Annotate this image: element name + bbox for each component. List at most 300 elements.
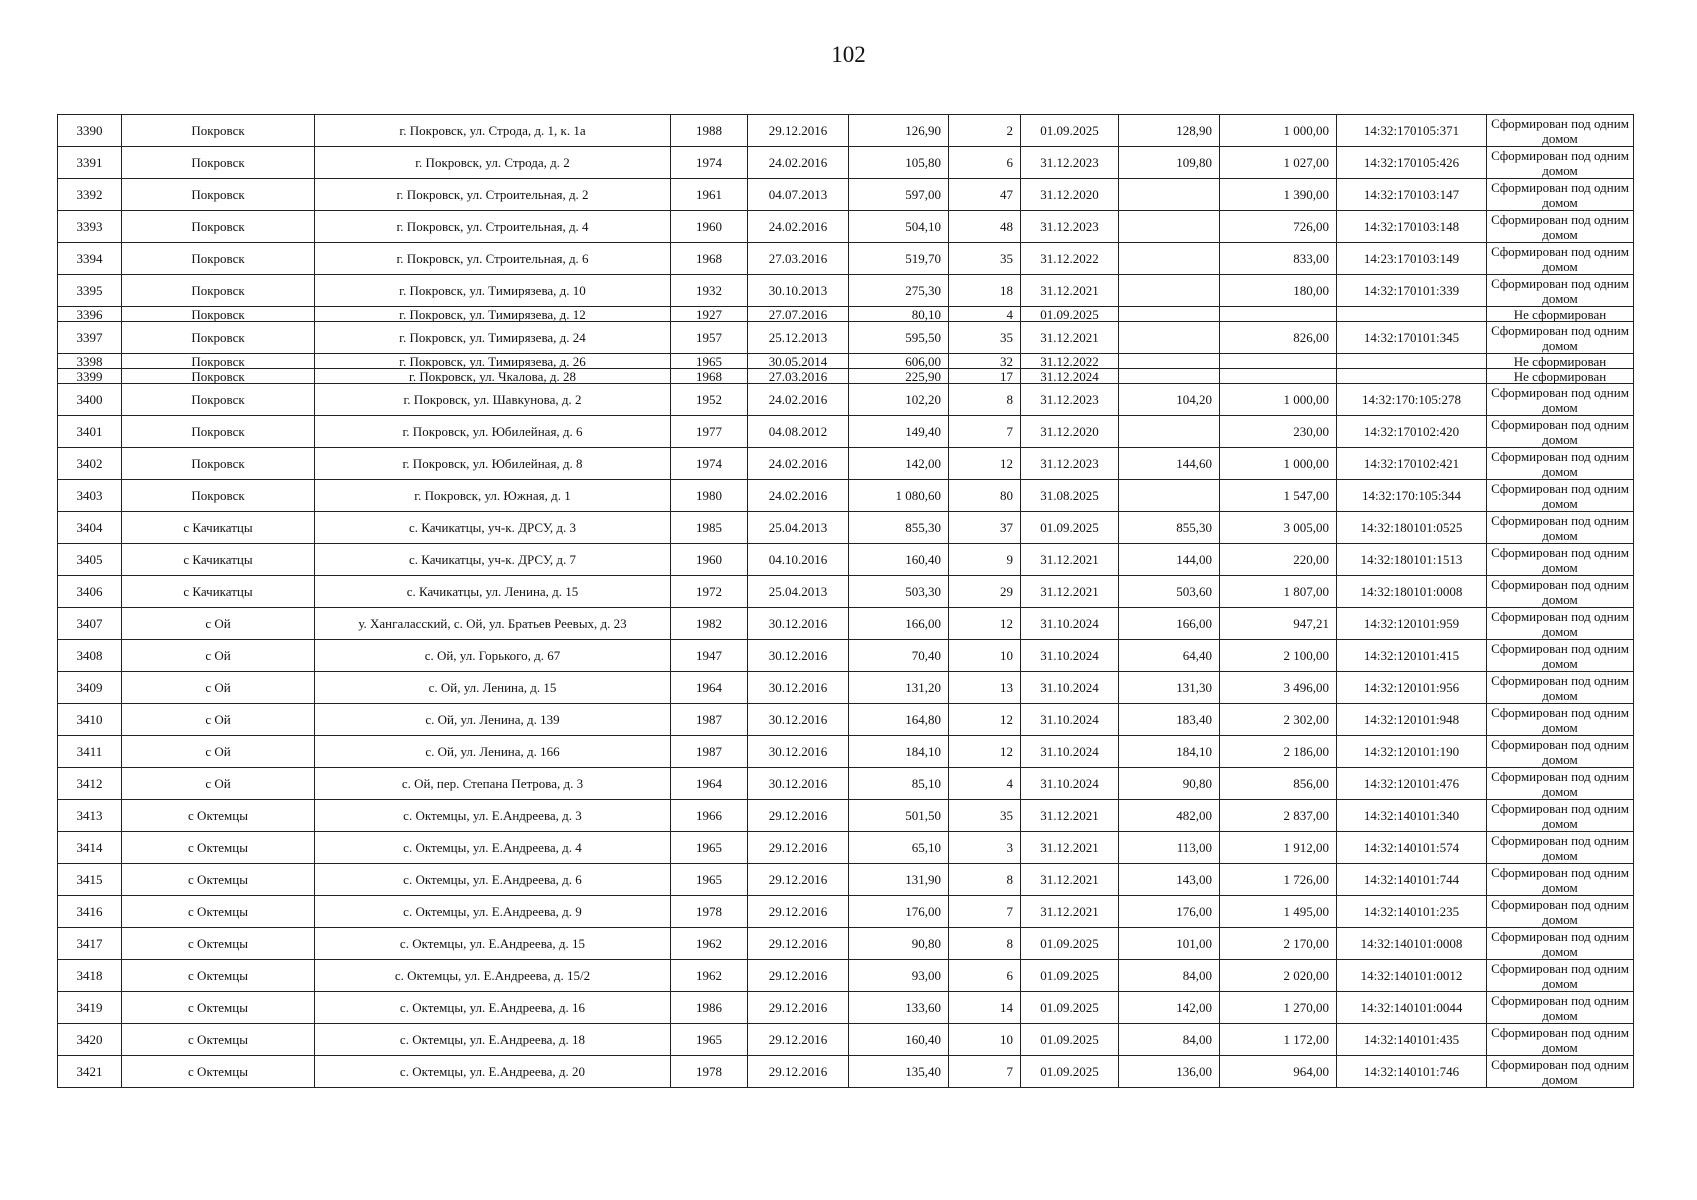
table-row: [58, 960, 1634, 992]
cell-settlement: Покровск: [122, 354, 315, 369]
cell-count: 35: [949, 800, 1021, 832]
cell-area: 93,00: [849, 960, 949, 992]
cell-cadastral-number: 14:32:140101:0008: [1337, 928, 1487, 960]
cell-settlement: с Октемцы: [122, 1056, 315, 1088]
cell-land-area: 3 496,00: [1220, 672, 1337, 704]
cell-land-area: 833,00: [1220, 243, 1337, 275]
cell-row-number: 3393: [58, 211, 122, 243]
cell-settlement: Покровск: [122, 147, 315, 179]
cell-row-number: 3405: [58, 544, 122, 576]
cell-land-area: 726,00: [1220, 211, 1337, 243]
cell-date: 24.02.2016: [748, 384, 849, 416]
cell-row-number: 3421: [58, 1056, 122, 1088]
cell-address: г. Покровск, ул. Тимирязева, д. 24: [315, 322, 671, 354]
cell-date: 04.08.2012: [748, 416, 849, 448]
cell-land-status: Сформирован под одним домом: [1487, 243, 1634, 275]
cell-date: 27.03.2016: [748, 243, 849, 275]
cell-date: 29.12.2016: [748, 960, 849, 992]
cell-address: с. Ой, ул. Ленина, д. 166: [315, 736, 671, 768]
cell-count: 14: [949, 992, 1021, 1024]
cell-date: 24.02.2016: [748, 448, 849, 480]
cell-land-area: 1 027,00: [1220, 147, 1337, 179]
cell-date: 30.12.2016: [748, 640, 849, 672]
cell-deadline-date: 31.12.2021: [1021, 544, 1119, 576]
cell-row-number: 3411: [58, 736, 122, 768]
cell-cadastral-number: 14:32:140101:435: [1337, 1024, 1487, 1056]
cell-land-status: Сформирован под одним домом: [1487, 800, 1634, 832]
cell-address: г. Покровск, ул. Шавкунова, д. 2: [315, 384, 671, 416]
cell-count: 18: [949, 275, 1021, 307]
cell-area: 855,30: [849, 512, 949, 544]
cell-land-status: Сформирован под одним домом: [1487, 608, 1634, 640]
cell-count: 37: [949, 512, 1021, 544]
cell-land-area: 1 390,00: [1220, 179, 1337, 211]
cell-date: 30.12.2016: [748, 608, 849, 640]
cell-address: с. Октемцы, ул. Е.Андреева, д. 9: [315, 896, 671, 928]
table-row: [58, 608, 1634, 640]
housing-registry-table: [57, 114, 1634, 1088]
cell-count: 12: [949, 736, 1021, 768]
cell-row-number: 3392: [58, 179, 122, 211]
cell-land-status: Не сформирован: [1487, 354, 1634, 369]
cell-land-status: Сформирован под одним домом: [1487, 211, 1634, 243]
table-row: [58, 275, 1634, 307]
cell-land-status: Сформирован под одним домом: [1487, 864, 1634, 896]
cell-land-area: 826,00: [1220, 322, 1337, 354]
cell-build-year: 1961: [671, 179, 748, 211]
cell-settlement: с Октемцы: [122, 896, 315, 928]
cell-cadastral-number: 14:32:170101:345: [1337, 322, 1487, 354]
cell-count: 6: [949, 960, 1021, 992]
cell-row-number: 3394: [58, 243, 122, 275]
cell-land-status: Сформирован под одним домом: [1487, 179, 1634, 211]
cell-cadastral-number: 14:32:170:105:344: [1337, 480, 1487, 512]
cell-settlement: с Октемцы: [122, 928, 315, 960]
cell-area: 501,50: [849, 800, 949, 832]
cell-area-2: 143,00: [1119, 864, 1220, 896]
cell-land-status: Сформирован под одним домом: [1487, 1024, 1634, 1056]
cell-settlement: Покровск: [122, 384, 315, 416]
cell-row-number: 3412: [58, 768, 122, 800]
cell-address: с. Ой, ул. Горького, д. 67: [315, 640, 671, 672]
cell-settlement: с Ой: [122, 768, 315, 800]
cell-address: с. Качикатцы, уч-к. ДРСУ, д. 3: [315, 512, 671, 544]
cell-land-area: [1220, 369, 1337, 384]
cell-address: с. Октемцы, ул. Е.Андреева, д. 15: [315, 928, 671, 960]
cell-address: с. Качикатцы, уч-к. ДРСУ, д. 7: [315, 544, 671, 576]
cell-cadastral-number: 14:32:180101:1513: [1337, 544, 1487, 576]
cell-area: 131,20: [849, 672, 949, 704]
cell-land-status: Сформирован под одним домом: [1487, 1056, 1634, 1088]
cell-count: 7: [949, 896, 1021, 928]
table-row: [58, 369, 1634, 384]
cell-area-2: 176,00: [1119, 896, 1220, 928]
table-row: [58, 992, 1634, 1024]
cell-cadastral-number: 14:32:170103:147: [1337, 179, 1487, 211]
cell-build-year: 1988: [671, 115, 748, 147]
cell-deadline-date: 31.12.2021: [1021, 275, 1119, 307]
cell-land-status: Сформирован под одним домом: [1487, 768, 1634, 800]
cell-land-area: [1220, 354, 1337, 369]
cell-settlement: с Октемцы: [122, 1024, 315, 1056]
cell-land-area: 856,00: [1220, 768, 1337, 800]
cell-row-number: 3410: [58, 704, 122, 736]
cell-row-number: 3409: [58, 672, 122, 704]
cell-area-2: 64,40: [1119, 640, 1220, 672]
cell-deadline-date: 31.12.2021: [1021, 896, 1119, 928]
cell-land-status: Сформирован под одним домом: [1487, 147, 1634, 179]
table-row: [58, 800, 1634, 832]
cell-row-number: 3402: [58, 448, 122, 480]
cell-build-year: 1977: [671, 416, 748, 448]
cell-land-area: 1 270,00: [1220, 992, 1337, 1024]
cell-deadline-date: 31.12.2020: [1021, 416, 1119, 448]
cell-deadline-date: 31.12.2020: [1021, 179, 1119, 211]
cell-deadline-date: 31.12.2023: [1021, 448, 1119, 480]
table-row: [58, 147, 1634, 179]
cell-row-number: 3396: [58, 307, 122, 322]
cell-settlement: с Октемцы: [122, 832, 315, 864]
table-row: [58, 307, 1634, 322]
cell-build-year: 1985: [671, 512, 748, 544]
table-row: [58, 544, 1634, 576]
cell-area: 164,80: [849, 704, 949, 736]
cell-count: 8: [949, 928, 1021, 960]
cell-date: 25.12.2013: [748, 322, 849, 354]
cell-count: 35: [949, 322, 1021, 354]
cell-address: г. Покровск, ул. Строительная, д. 4: [315, 211, 671, 243]
cell-build-year: 1966: [671, 800, 748, 832]
cell-deadline-date: 01.09.2025: [1021, 928, 1119, 960]
cell-address: г. Покровск, ул. Строда, д. 2: [315, 147, 671, 179]
cell-settlement: с Ой: [122, 608, 315, 640]
cell-count: 9: [949, 544, 1021, 576]
cell-land-area: 2 100,00: [1220, 640, 1337, 672]
cell-deadline-date: 01.09.2025: [1021, 992, 1119, 1024]
cell-area: 184,10: [849, 736, 949, 768]
cell-address: г. Покровск, ул. Тимирязева, д. 26: [315, 354, 671, 369]
cell-area: 275,30: [849, 275, 949, 307]
cell-address: с. Ой, пер. Степана Петрова, д. 3: [315, 768, 671, 800]
cell-area-2: [1119, 307, 1220, 322]
cell-area: 80,10: [849, 307, 949, 322]
cell-row-number: 3417: [58, 928, 122, 960]
cell-count: 12: [949, 608, 1021, 640]
cell-address: г. Покровск, ул. Юбилейная, д. 8: [315, 448, 671, 480]
cell-count: 12: [949, 448, 1021, 480]
cell-land-area: 1 000,00: [1220, 384, 1337, 416]
table-row: [58, 384, 1634, 416]
table-row: [58, 704, 1634, 736]
cell-settlement: с Ой: [122, 736, 315, 768]
cell-land-area: 230,00: [1220, 416, 1337, 448]
cell-land-area: 1 912,00: [1220, 832, 1337, 864]
cell-land-status: Сформирован под одним домом: [1487, 512, 1634, 544]
cell-land-area: 2 302,00: [1220, 704, 1337, 736]
cell-land-status: Сформирован под одним домом: [1487, 672, 1634, 704]
cell-land-status: Сформирован под одним домом: [1487, 896, 1634, 928]
cell-area-2: [1119, 275, 1220, 307]
cell-date: 29.12.2016: [748, 896, 849, 928]
cell-area: 131,90: [849, 864, 949, 896]
cell-address: с. Октемцы, ул. Е.Андреева, д. 18: [315, 1024, 671, 1056]
cell-settlement: с Ой: [122, 704, 315, 736]
cell-area-2: 166,00: [1119, 608, 1220, 640]
cell-count: 13: [949, 672, 1021, 704]
table-row: [58, 864, 1634, 896]
cell-count: 10: [949, 1024, 1021, 1056]
cell-row-number: 3408: [58, 640, 122, 672]
cell-count: 4: [949, 768, 1021, 800]
cell-area-2: [1119, 369, 1220, 384]
cell-build-year: 1964: [671, 768, 748, 800]
cell-land-status: Сформирован под одним домом: [1487, 416, 1634, 448]
cell-row-number: 3404: [58, 512, 122, 544]
cell-area-2: [1119, 243, 1220, 275]
cell-cadastral-number: 14:32:140101:744: [1337, 864, 1487, 896]
cell-count: 6: [949, 147, 1021, 179]
cell-count: 29: [949, 576, 1021, 608]
cell-deadline-date: 31.10.2024: [1021, 768, 1119, 800]
cell-area: 160,40: [849, 544, 949, 576]
cell-cadastral-number: 14:23:170103:149: [1337, 243, 1487, 275]
cell-row-number: 3406: [58, 576, 122, 608]
cell-date: 04.10.2016: [748, 544, 849, 576]
table-row: [58, 416, 1634, 448]
cell-land-area: 3 005,00: [1220, 512, 1337, 544]
cell-count: 48: [949, 211, 1021, 243]
cell-area-2: 855,30: [1119, 512, 1220, 544]
cell-area: 595,50: [849, 322, 949, 354]
cell-settlement: Покровск: [122, 369, 315, 384]
cell-area-2: [1119, 211, 1220, 243]
cell-land-area: 1 807,00: [1220, 576, 1337, 608]
cell-land-status: Сформирован под одним домом: [1487, 384, 1634, 416]
cell-build-year: 1927: [671, 307, 748, 322]
cell-area: 142,00: [849, 448, 949, 480]
cell-date: 24.02.2016: [748, 211, 849, 243]
cell-row-number: 3400: [58, 384, 122, 416]
cell-build-year: 1972: [671, 576, 748, 608]
cell-land-status: Сформирован под одним домом: [1487, 480, 1634, 512]
cell-deadline-date: 31.10.2024: [1021, 640, 1119, 672]
cell-land-status: Сформирован под одним домом: [1487, 275, 1634, 307]
cell-settlement: Покровск: [122, 480, 315, 512]
cell-land-area: [1220, 307, 1337, 322]
cell-build-year: 1968: [671, 369, 748, 384]
cell-area-2: 136,00: [1119, 1056, 1220, 1088]
table-row: [58, 243, 1634, 275]
cell-cadastral-number: 14:32:120101:948: [1337, 704, 1487, 736]
cell-area: 149,40: [849, 416, 949, 448]
cell-settlement: Покровск: [122, 179, 315, 211]
cell-count: 80: [949, 480, 1021, 512]
cell-land-area: 1 726,00: [1220, 864, 1337, 896]
cell-cadastral-number: 14:32:170:105:278: [1337, 384, 1487, 416]
table-row: [58, 512, 1634, 544]
cell-address: у. Хангаласский, с. Ой, ул. Братьев Реевых, д. 23: [315, 608, 671, 640]
cell-area-2: 144,00: [1119, 544, 1220, 576]
cell-land-status: Сформирован под одним домом: [1487, 322, 1634, 354]
cell-settlement: с Ой: [122, 672, 315, 704]
cell-deadline-date: 31.12.2021: [1021, 800, 1119, 832]
cell-date: 27.03.2016: [748, 369, 849, 384]
cell-date: 29.12.2016: [748, 864, 849, 896]
cell-land-area: 1 000,00: [1220, 448, 1337, 480]
cell-land-status: Сформирован под одним домом: [1487, 544, 1634, 576]
cell-area: 65,10: [849, 832, 949, 864]
cell-count: 35: [949, 243, 1021, 275]
cell-cadastral-number: 14:32:170102:421: [1337, 448, 1487, 480]
cell-area-2: 183,40: [1119, 704, 1220, 736]
cell-build-year: 1964: [671, 672, 748, 704]
cell-row-number: 3416: [58, 896, 122, 928]
cell-area-2: 109,80: [1119, 147, 1220, 179]
cell-land-area: 2 186,00: [1220, 736, 1337, 768]
cell-address: с. Октемцы, ул. Е.Андреева, д. 20: [315, 1056, 671, 1088]
cell-row-number: 3419: [58, 992, 122, 1024]
cell-area-2: 113,00: [1119, 832, 1220, 864]
cell-land-status: Сформирован под одним домом: [1487, 115, 1634, 147]
cell-area-2: 90,80: [1119, 768, 1220, 800]
cell-area: 90,80: [849, 928, 949, 960]
cell-row-number: 3403: [58, 480, 122, 512]
cell-cadastral-number: 14:32:120101:476: [1337, 768, 1487, 800]
cell-count: 32: [949, 354, 1021, 369]
cell-land-area: 1 495,00: [1220, 896, 1337, 928]
cell-deadline-date: 31.12.2023: [1021, 147, 1119, 179]
cell-build-year: 1987: [671, 704, 748, 736]
cell-land-status: Не сформирован: [1487, 307, 1634, 322]
cell-area: 597,00: [849, 179, 949, 211]
cell-row-number: 3418: [58, 960, 122, 992]
cell-count: 17: [949, 369, 1021, 384]
cell-area-2: 142,00: [1119, 992, 1220, 1024]
cell-date: 30.12.2016: [748, 768, 849, 800]
cell-cadastral-number: 14:32:170101:339: [1337, 275, 1487, 307]
cell-address: с. Качикатцы, ул. Ленина, д. 15: [315, 576, 671, 608]
cell-count: 10: [949, 640, 1021, 672]
table-row: [58, 480, 1634, 512]
cell-land-area: 1 000,00: [1220, 115, 1337, 147]
cell-settlement: с Качикатцы: [122, 512, 315, 544]
cell-area: 133,60: [849, 992, 949, 1024]
cell-settlement: Покровск: [122, 448, 315, 480]
cell-date: 25.04.2013: [748, 512, 849, 544]
cell-date: 29.12.2016: [748, 115, 849, 147]
cell-area: 1 080,60: [849, 480, 949, 512]
cell-land-status: Сформирован под одним домом: [1487, 832, 1634, 864]
cell-land-status: Сформирован под одним домом: [1487, 448, 1634, 480]
cell-deadline-date: 31.10.2024: [1021, 672, 1119, 704]
cell-area: 606,00: [849, 354, 949, 369]
cell-date: 30.05.2014: [748, 354, 849, 369]
cell-area-2: [1119, 354, 1220, 369]
cell-land-status: Сформирован под одним домом: [1487, 576, 1634, 608]
cell-address: г. Покровск, ул. Тимирязева, д. 10: [315, 275, 671, 307]
cell-address: с. Ой, ул. Ленина, д. 15: [315, 672, 671, 704]
cell-date: 04.07.2013: [748, 179, 849, 211]
cell-build-year: 1974: [671, 147, 748, 179]
cell-date: 30.10.2013: [748, 275, 849, 307]
cell-area-2: 104,20: [1119, 384, 1220, 416]
page-number: 102: [831, 42, 866, 67]
cell-cadastral-number: [1337, 369, 1487, 384]
cell-area-2: [1119, 179, 1220, 211]
cell-deadline-date: 31.12.2023: [1021, 384, 1119, 416]
cell-settlement: Покровск: [122, 275, 315, 307]
cell-area: 176,00: [849, 896, 949, 928]
cell-address: г. Покровск, ул. Строительная, д. 2: [315, 179, 671, 211]
cell-build-year: 1982: [671, 608, 748, 640]
cell-count: 3: [949, 832, 1021, 864]
table-row: [58, 448, 1634, 480]
cell-area-2: [1119, 322, 1220, 354]
cell-area-2: 128,90: [1119, 115, 1220, 147]
cell-deadline-date: 01.09.2025: [1021, 1056, 1119, 1088]
cell-land-area: 1 172,00: [1220, 1024, 1337, 1056]
cell-land-area: 964,00: [1220, 1056, 1337, 1088]
cell-settlement: Покровск: [122, 243, 315, 275]
cell-build-year: 1968: [671, 243, 748, 275]
cell-date: 29.12.2016: [748, 832, 849, 864]
cell-area-2: [1119, 416, 1220, 448]
cell-address: с. Октемцы, ул. Е.Андреева, д. 16: [315, 992, 671, 1024]
cell-address: с. Октемцы, ул. Е.Андреева, д. 3: [315, 800, 671, 832]
table-row: [58, 928, 1634, 960]
cell-deadline-date: 31.10.2024: [1021, 704, 1119, 736]
table-row: [58, 736, 1634, 768]
cell-count: 4: [949, 307, 1021, 322]
table-row: [58, 576, 1634, 608]
cell-area-2: 84,00: [1119, 1024, 1220, 1056]
cell-build-year: 1987: [671, 736, 748, 768]
table-row: [58, 115, 1634, 147]
cell-cadastral-number: 14:32:170105:371: [1337, 115, 1487, 147]
cell-date: 24.02.2016: [748, 147, 849, 179]
cell-land-area: 947,21: [1220, 608, 1337, 640]
cell-cadastral-number: 14:32:120101:956: [1337, 672, 1487, 704]
cell-deadline-date: 01.09.2025: [1021, 307, 1119, 322]
cell-build-year: 1978: [671, 1056, 748, 1088]
cell-area: 70,40: [849, 640, 949, 672]
cell-deadline-date: 31.10.2024: [1021, 608, 1119, 640]
cell-land-status: Не сформирован: [1487, 369, 1634, 384]
cell-settlement: Покровск: [122, 307, 315, 322]
cell-deadline-date: 31.12.2023: [1021, 211, 1119, 243]
cell-land-area: 1 547,00: [1220, 480, 1337, 512]
cell-address: г. Покровск, ул. Строительная, д. 6: [315, 243, 671, 275]
cell-row-number: 3395: [58, 275, 122, 307]
cell-cadastral-number: 14:32:120101:190: [1337, 736, 1487, 768]
cell-address: г. Покровск, ул. Строда, д. 1, к. 1а: [315, 115, 671, 147]
cell-build-year: 1962: [671, 960, 748, 992]
cell-count: 8: [949, 864, 1021, 896]
table-row: [58, 832, 1634, 864]
cell-build-year: 1962: [671, 928, 748, 960]
cell-deadline-date: 01.09.2025: [1021, 512, 1119, 544]
cell-area-2: 144,60: [1119, 448, 1220, 480]
cell-build-year: 1965: [671, 832, 748, 864]
cell-date: 29.12.2016: [748, 992, 849, 1024]
table-row: [58, 672, 1634, 704]
cell-cadastral-number: 14:32:180101:0008: [1337, 576, 1487, 608]
cell-address: с. Октемцы, ул. Е.Андреева, д. 15/2: [315, 960, 671, 992]
cell-row-number: 3391: [58, 147, 122, 179]
cell-build-year: 1932: [671, 275, 748, 307]
cell-area-2: [1119, 480, 1220, 512]
cell-deadline-date: 31.08.2025: [1021, 480, 1119, 512]
